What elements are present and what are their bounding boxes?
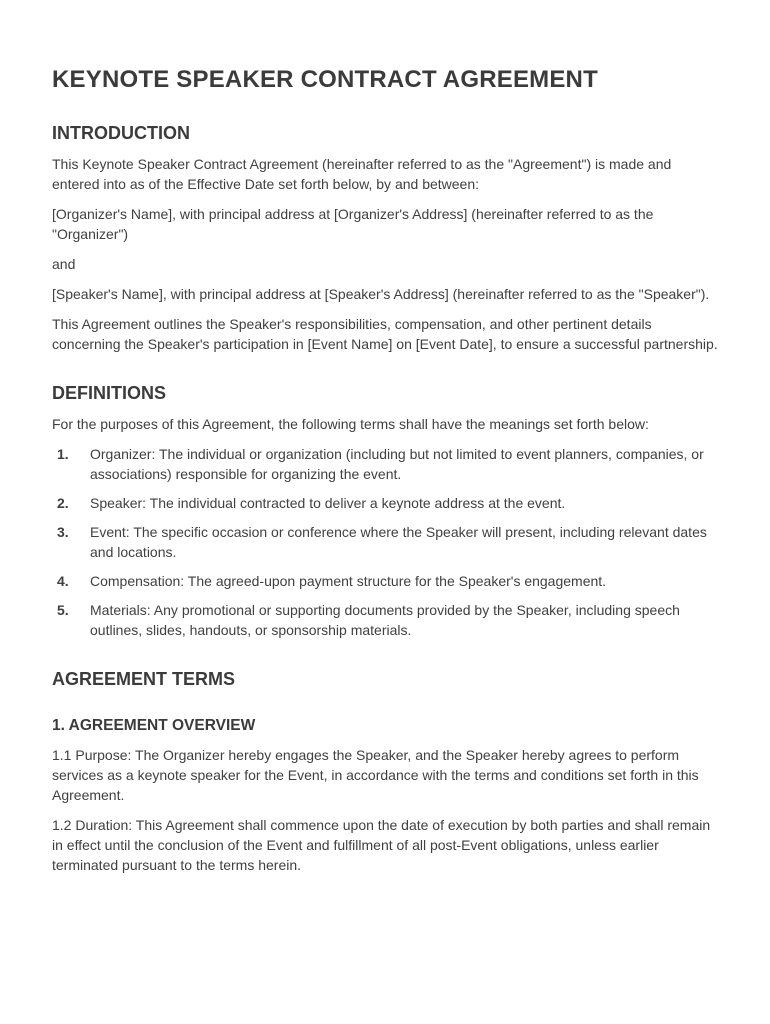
definition-item-event <box>52 522 718 562</box>
intro-paragraph-and: and <box>52 256 76 272</box>
terms-paragraph-duration: 1.2 Duration: This Agreement shall commence upon the date of execution by both parties and shall remain in effect until the conclusion of the Event and fulfillment of all post-Event obligations, unless earlier terminated pursuant to the terms herein. <box>52 817 711 873</box>
definition-item-materials <box>52 600 718 640</box>
document-title: KEYNOTE SPEAKER CONTRACT AGREEMENT <box>52 66 598 93</box>
definition-text: Materials: Any promotional or supporting documents provided by the Speaker, including speech outlines, slides, handouts, or sponsorship materials. <box>90 602 680 638</box>
terms-paragraph-purpose: 1.1 Purpose: The Organizer hereby engages the Speaker, and the Speaker hereby agrees to perform services as a keynote speaker for the Event, in accordance with the terms and conditions set forth in this Agreement. <box>52 747 699 803</box>
definition-text: Compensation: The agreed-upon payment structure for the Speaker's engagement. <box>90 573 607 589</box>
definition-text: Speaker: The individual contracted to deliver a keynote address at the event. <box>90 495 566 511</box>
intro-paragraph-1: This Keynote Speaker Contract Agreement (hereinafter referred to as the "Agreement") is made and entered into as of the Effective Date set forth below, by and between: <box>52 156 672 192</box>
section-heading-introduction: INTRODUCTION <box>52 123 190 143</box>
intro-paragraph-organizer: [Organizer's Name], with principal address at [Organizer's Address] (hereinafter referred to as the "Organizer") <box>52 206 654 242</box>
intro-paragraph-outline: This Agreement outlines the Speaker's responsibilities, compensation, and other pertinent details concerning the Speaker's participation in [Event Name] on [Event Date], to ensure a successful partnership. <box>52 316 718 352</box>
definition-number: 1. <box>57 446 69 462</box>
section-heading-definitions: DEFINITIONS <box>52 383 167 403</box>
definition-text: Event: The specific occasion or conference where the Speaker will present, including relevant dates and locations. <box>90 524 707 560</box>
definitions-lead: For the purposes of this Agreement, the following terms shall have the meanings set forth below: <box>52 416 649 432</box>
definition-item-speaker <box>52 493 718 513</box>
definition-number: 4. <box>57 573 69 589</box>
definition-number: 3. <box>57 524 69 540</box>
subsection-heading-agreement-overview: 1. AGREEMENT OVERVIEW <box>52 717 256 734</box>
definition-number: 5. <box>57 602 69 618</box>
definitions-list <box>52 444 718 640</box>
definition-text: Organizer: The individual or organization (including but not limited to event planners, companies, or associations) responsible for organizing the event. <box>90 446 704 482</box>
intro-paragraph-speaker: [Speaker's Name], with principal address at [Speaker's Address] (hereinafter referred to as the "Speaker"). <box>52 286 710 302</box>
section-heading-agreement-terms: AGREEMENT TERMS <box>52 669 236 689</box>
definition-number: 2. <box>57 495 69 511</box>
definition-item-compensation <box>52 571 718 591</box>
definition-item-organizer <box>52 444 718 484</box>
